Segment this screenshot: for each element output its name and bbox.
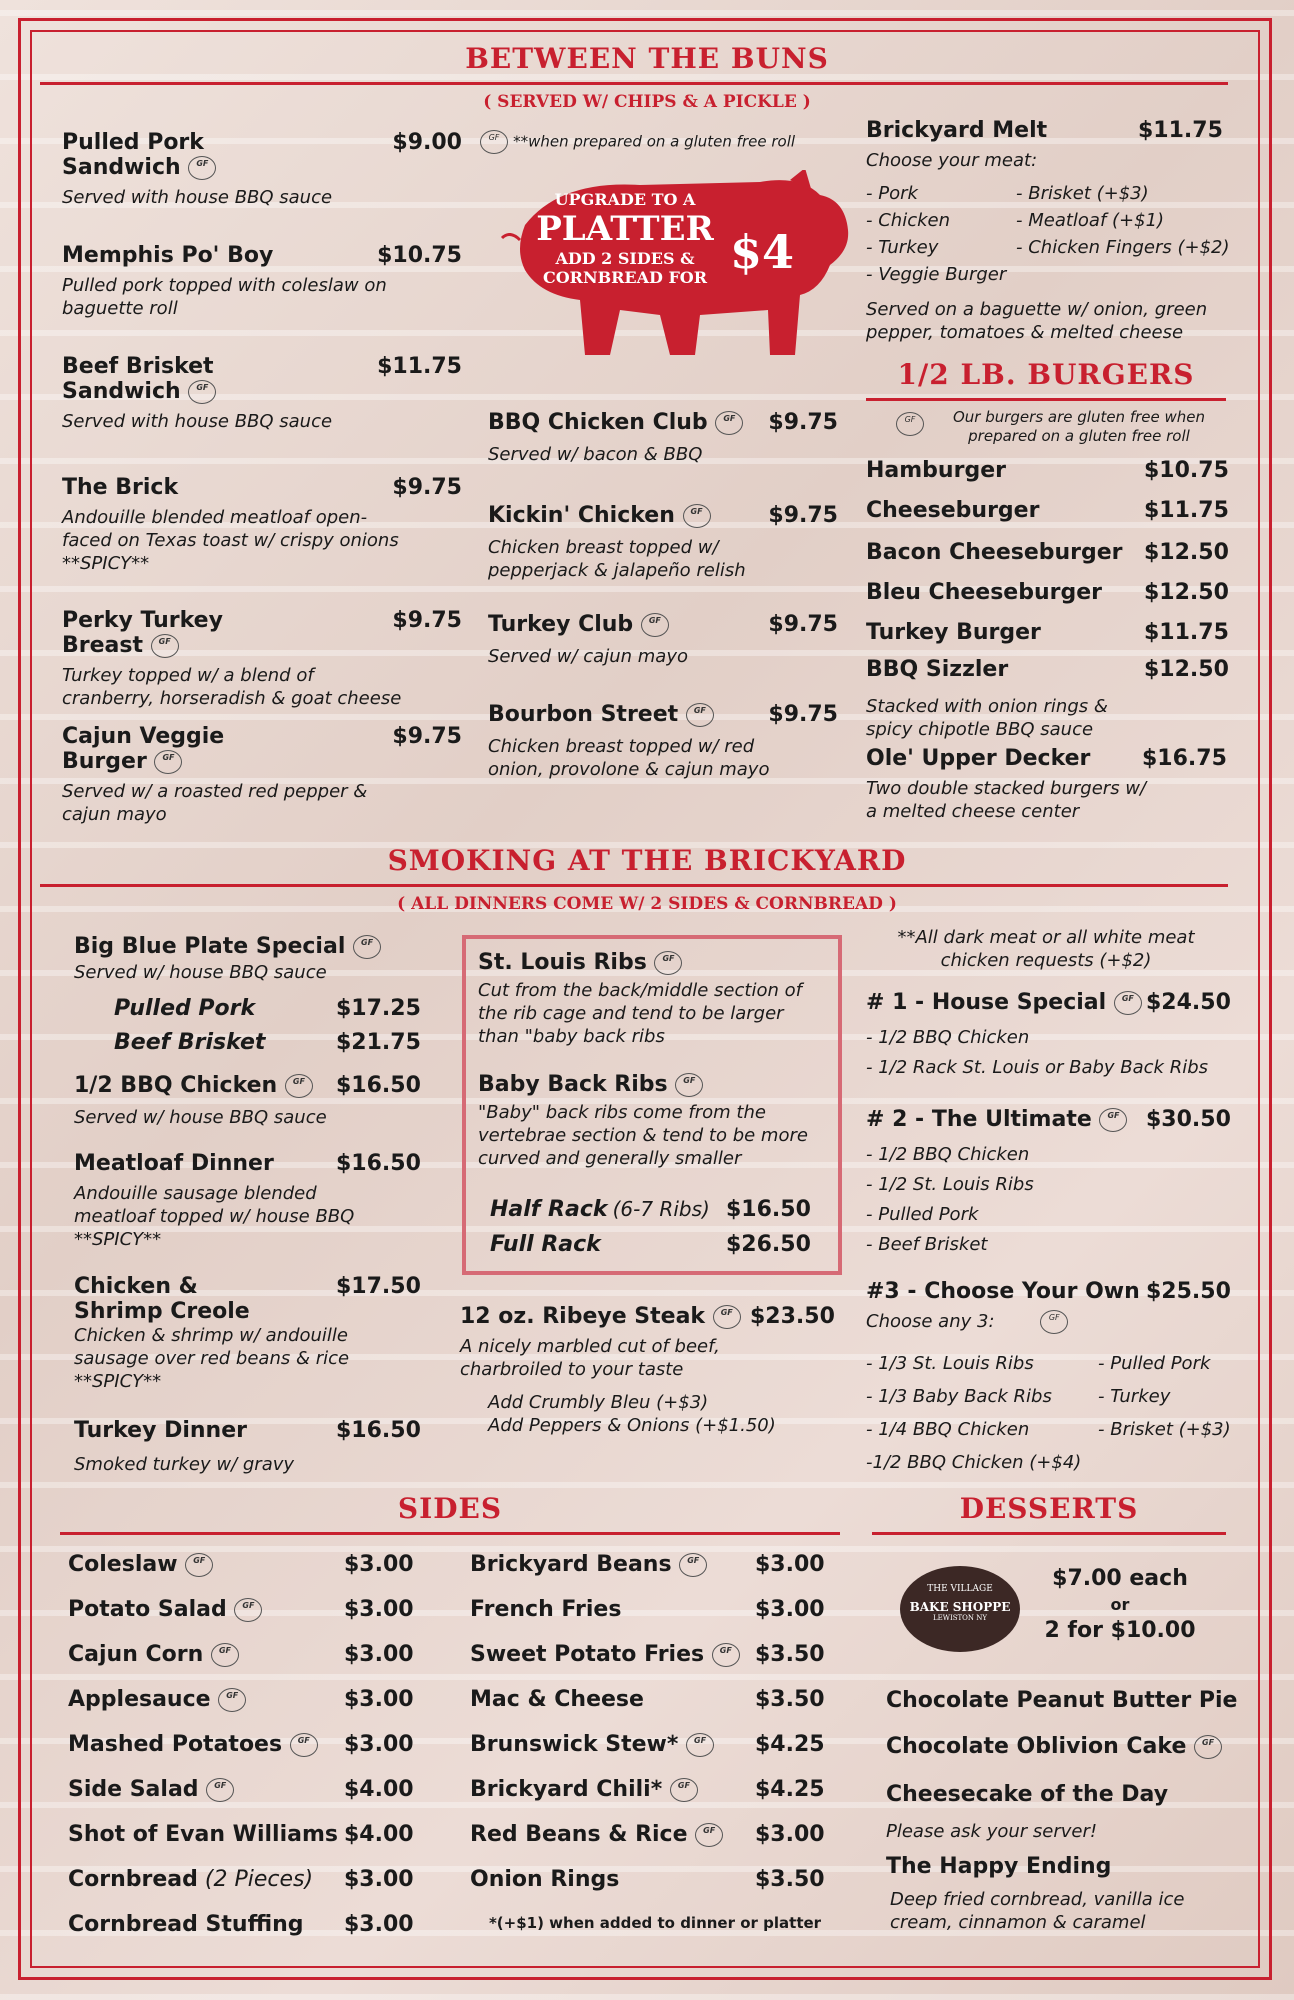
item-name: Brunswick Stew* GF	[470, 1732, 850, 1757]
dark-meat-note: **All dark meat or all white meat chicken requests (+$2)	[897, 927, 1195, 971]
burgers-note: GF Our burgers are gluten free when prepared on a gluten free roll	[896, 408, 1226, 446]
item-desc: Turkey topped w/ a blend of cranberry, horseradish & goat cheese	[62, 665, 402, 709]
burger-item	[866, 657, 1229, 682]
item-price: $12.50	[1144, 657, 1229, 682]
side-item	[68, 1687, 448, 1712]
ribeye-steak: 12 oz. Ribeye Steak GF $23.50 A nicely marbled cut of beef, charbroiled to your taste Add Crumbly Bleu (+$3) Add Peppers & Onions (+$1.50)	[460, 1304, 835, 1436]
item-name: Onion Rings	[470, 1867, 620, 1892]
item-price: $3.00	[344, 1687, 414, 1712]
full-rack: Full Rack $26.50	[490, 1232, 811, 1257]
meat-option: - Chicken Fingers (+$2)	[1016, 237, 1230, 258]
meat-option: - Turkey	[866, 237, 939, 258]
item-name: Bourbon Street GF	[488, 702, 838, 727]
gluten-free-icon: GF	[206, 1778, 234, 1802]
menu-item	[62, 608, 462, 710]
meat-option: - Pork	[866, 183, 918, 204]
gluten-free-icon: GF	[1194, 1735, 1222, 1759]
desserts-rule	[872, 1532, 1226, 1535]
dinner-line: - 1/2 BBQ Chicken	[866, 1027, 1030, 1048]
item-name: The Brick	[62, 475, 179, 500]
item-price: $4.25	[755, 1777, 825, 1802]
side-item	[68, 1777, 448, 1802]
side-item	[470, 1867, 850, 1892]
gluten-free-icon: GF	[670, 1778, 698, 1802]
baby-back-ribs: Baby Back Ribs GF "Baby" back ribs come from the vertebrae section & tend to be more curved and generally smaller	[478, 1072, 808, 1169]
item-name: Beef Brisket Sandwich GF	[62, 354, 297, 404]
item-price: $9.75	[392, 608, 462, 633]
gluten-free-icon: GF	[683, 504, 711, 528]
item-price: $3.00	[344, 1732, 414, 1757]
item-name: Cajun Corn GF	[68, 1642, 448, 1667]
item-price: $10.75	[377, 243, 462, 268]
item-name: Side Salad GF	[68, 1777, 448, 1802]
item-price: $3.50	[755, 1642, 825, 1667]
item-name: Turkey Club GF	[488, 612, 838, 637]
gluten-free-icon: GF	[290, 1733, 318, 1757]
meat-option: - Chicken	[866, 210, 950, 231]
gf-note: GF **when prepared on a gluten free roll	[480, 130, 795, 154]
item-name: Brickyard Beans GF	[470, 1552, 850, 1577]
side-item	[470, 1642, 850, 1667]
item-price: $4.00	[344, 1777, 414, 1802]
gluten-free-icon: GF	[234, 1598, 262, 1622]
st-louis-ribs: St. Louis Ribs GF Cut from the back/middle section of the rib cage and tend to be larger than "baby back ribs	[478, 950, 802, 1047]
burger-item	[866, 580, 1229, 605]
burger-item	[866, 620, 1229, 645]
gluten-free-icon: GF	[188, 156, 216, 180]
item-price: $3.00	[344, 1597, 414, 1622]
dinner-line: - 1/2 St. Louis Ribs	[866, 1174, 1034, 1195]
item-price: $3.50	[755, 1867, 825, 1892]
meat-option: - Meatloaf (+$1)	[1016, 210, 1165, 231]
menu-item	[62, 354, 462, 433]
item-name: Shot of Evan Williams	[68, 1822, 338, 1847]
gluten-free-icon: GF	[285, 1074, 313, 1098]
dessert-item: Chocolate Peanut Butter Pie	[886, 1688, 1238, 1713]
side-item	[470, 1822, 850, 1847]
item-name: French Fries	[470, 1597, 622, 1622]
choice-line: - Turkey	[1098, 1386, 1171, 1407]
gluten-free-icon: GF	[654, 951, 682, 975]
dinner-line: - 1/2 Rack St. Louis or Baby Back Ribs	[866, 1057, 1209, 1078]
side-item	[470, 1597, 850, 1622]
gluten-free-icon: GF	[695, 1823, 723, 1847]
meat-option: - Brisket (+$3)	[1016, 183, 1149, 204]
menu-item	[488, 612, 838, 668]
item-name: Bleu Cheeseburger	[866, 580, 1102, 605]
side-item	[470, 1687, 850, 1712]
gluten-free-icon: GF	[1040, 1310, 1068, 1334]
item-price: $9.75	[768, 410, 838, 435]
meat-option: - Veggie Burger	[866, 264, 1007, 285]
menu-item	[62, 243, 462, 320]
dinner-line: - Pulled Pork	[866, 1204, 979, 1225]
item-price: $9.75	[768, 702, 838, 727]
item-name: Cornbread (2 Pieces)	[68, 1867, 314, 1892]
gluten-free-icon: GF	[480, 130, 508, 154]
dinner-line: - 1/2 BBQ Chicken	[866, 1144, 1030, 1165]
item-price: $9.00	[392, 130, 462, 155]
choice-line: - Brisket (+$3)	[1098, 1419, 1231, 1440]
smoking-subtitle: ( ALL DINNERS COME W/ 2 SIDES & CORNBREAD )	[397, 894, 897, 914]
menu-item	[62, 724, 462, 826]
gluten-free-icon: GF	[675, 1073, 703, 1097]
item-price: $10.75	[1144, 458, 1229, 483]
item-price: $3.00	[755, 1597, 825, 1622]
item-desc: Served w/ cajun mayo	[488, 646, 688, 667]
side-item	[68, 1732, 448, 1757]
gluten-free-icon: GF	[686, 1733, 714, 1757]
item-name: Potato Salad GF	[68, 1597, 448, 1622]
item-name: Memphis Po' Boy	[62, 243, 274, 268]
gluten-free-icon: GF	[218, 1688, 246, 1712]
item-price: $9.75	[392, 475, 462, 500]
item-price: $9.75	[768, 503, 838, 528]
item-name: Red Beans & Rice GF	[470, 1822, 850, 1847]
choice-line: - 1/4 BBQ Chicken	[866, 1419, 1030, 1440]
menu-item	[488, 410, 838, 466]
gluten-free-icon: GF	[353, 935, 381, 959]
choice-line: - 1/3 St. Louis Ribs	[866, 1353, 1034, 1374]
item-name: Sweet Potato Fries GF	[470, 1642, 850, 1667]
side-item	[68, 1912, 448, 1937]
buns-subtitle: ( SERVED W/ CHIPS & A PICKLE )	[483, 92, 811, 112]
gluten-free-icon: GF	[679, 1553, 707, 1577]
item-price: $11.75	[377, 354, 462, 379]
side-item	[68, 1597, 448, 1622]
burger-item	[866, 498, 1229, 523]
item-price: $12.50	[1144, 580, 1229, 605]
gluten-free-icon: GF	[211, 1643, 239, 1667]
gluten-free-icon: GF	[896, 412, 924, 436]
item-name: Kickin' Chicken GF	[488, 503, 838, 528]
item-name: Brickyard Chili* GF	[470, 1777, 850, 1802]
item-desc: Pulled pork topped with coleslaw on baguette roll	[62, 275, 387, 319]
item-price: $3.00	[344, 1867, 414, 1892]
big-blue-plate: Big Blue Plate Special GF Served w/ house BBQ sauce Pulled Pork $17.25 Beef Brisket $21.75	[74, 934, 421, 1055]
gluten-free-icon: GF	[151, 634, 179, 658]
side-item	[470, 1552, 850, 1577]
choose-your-own: #3 - Choose Your Own $25.50 Choose any 3: GF - 1/3 St. Louis Ribs - 1/3 Baby Back Ribs - 1/4 BBQ Chicken -1/2 BBQ Chicken (+$4) - Pulled Pork - Turkey - Brisket (+$3)	[866, 1279, 1226, 1334]
gluten-free-icon: GF	[713, 1305, 741, 1329]
side-item	[68, 1552, 448, 1577]
item-name: Applesauce GF	[68, 1687, 448, 1712]
desserts-title: DESSERTS	[959, 1492, 1139, 1525]
item-price: $3.00	[344, 1912, 414, 1937]
item-desc: Served with house BBQ sauce	[62, 411, 333, 432]
item-price: $3.00	[344, 1552, 414, 1577]
choice-line: - Pulled Pork	[1098, 1353, 1211, 1374]
sizzler-desc: Stacked with onion rings & spicy chipotle BBQ sauce	[866, 696, 1108, 740]
choice-line: - 1/3 Baby Back Ribs	[866, 1386, 1052, 1407]
item-desc: Chicken breast topped w/ pepperjack & jalapeño relish	[488, 537, 746, 581]
dessert-item: Cheesecake of the Day	[886, 1782, 1169, 1807]
happy-ending: The Happy Ending	[886, 1854, 1112, 1879]
item-name: BBQ Chicken Club GF	[488, 410, 838, 435]
side-item	[470, 1732, 850, 1757]
buns-title: BETWEEN THE BUNS	[465, 42, 829, 75]
gluten-free-icon: GF	[1114, 991, 1142, 1015]
item-desc: Served w/ bacon & BBQ	[488, 444, 703, 465]
gluten-free-icon: GF	[686, 703, 714, 727]
burgers-title: 1/2 LB. BURGERS	[897, 358, 1195, 391]
platter-text: UPGRADE TO A PLATTER ADD 2 SIDES & CORNBREAD FOR	[536, 190, 714, 287]
gluten-free-icon: GF	[712, 1643, 740, 1667]
item-name: Coleslaw GF	[68, 1552, 448, 1577]
menu-item	[62, 475, 462, 575]
sides-footnote: *(+$1) when added to dinner or platter	[488, 1914, 822, 1932]
gluten-free-icon: GF	[1099, 1108, 1127, 1132]
item-price: $3.00	[755, 1552, 825, 1577]
item-price: $11.75	[1144, 620, 1229, 645]
item-price: $4.00	[344, 1822, 414, 1847]
item-desc: Served with house BBQ sauce	[62, 187, 333, 208]
meatloaf-dinner: Meatloaf Dinner $16.50 Andouille sausage blended meatloaf topped w/ house BBQ **SPICY**	[74, 1151, 421, 1250]
item-price: $11.75	[1144, 498, 1229, 523]
item-desc: Andouille blended meatloaf open-faced on Texas toast w/ crispy onions **SPICY**	[62, 507, 399, 574]
side-item	[470, 1777, 850, 1802]
menu-item	[488, 702, 838, 781]
burgers-rule	[866, 398, 1226, 401]
item-price: $9.75	[768, 612, 838, 637]
brickyard-melt: Brickyard Melt $11.75 Choose your meat: - Pork - Chicken - Turkey - Veggie Burger - Brisket (+$3) - Meatloaf (+$1) - Chicken Fingers (+$2) Served on a baguette w/ onion, green pepper, tomatoes & melted cheese	[866, 118, 1226, 172]
item-name: Turkey Burger	[866, 620, 1041, 645]
side-item	[68, 1822, 448, 1847]
item-price: $4.25	[755, 1732, 825, 1757]
smoking-title: SMOKING AT THE BRICKYARD	[387, 844, 907, 877]
item-extra: (2 Pieces)	[197, 1867, 314, 1892]
item-name: Perky Turkey Breast GF	[62, 608, 223, 658]
gluten-free-icon: GF	[641, 613, 669, 637]
gluten-free-icon: GF	[188, 380, 216, 404]
bake-shoppe-logo: THE VILLAGE BAKE SHOPPE LEWISTON NY	[900, 1566, 1020, 1652]
dessert-pricing: $7.00 each or 2 for $10.00	[1044, 1566, 1196, 1643]
platter-price: $4	[730, 225, 795, 279]
ask-server: Please ask your server!	[886, 1821, 1098, 1842]
item-desc: Chicken breast topped w/ red onion, provolone & cajun mayo	[488, 736, 770, 780]
sides-title: SIDES	[397, 1492, 503, 1525]
menu-item	[62, 130, 462, 209]
the-ultimate: # 2 - The Ultimate GF $30.50 - 1/2 BBQ Chicken - 1/2 St. Louis Ribs - Pulled Pork - Beef Brisket	[866, 1107, 1226, 1260]
upper-decker: Ole' Upper Decker $16.75 Two double stacked burgers w/ a melted cheese center	[866, 746, 1227, 822]
choice-line: -1/2 BBQ Chicken (+$4)	[866, 1452, 1082, 1473]
gluten-free-icon: GF	[715, 411, 743, 435]
item-name: Cornbread Stuffing	[68, 1912, 304, 1937]
item-name: Mac & Cheese	[470, 1687, 644, 1712]
item-name: BBQ Sizzler	[866, 657, 1009, 682]
burger-item	[866, 458, 1229, 483]
turkey-dinner: Turkey Dinner $16.50 Smoked turkey w/ gravy	[74, 1418, 421, 1475]
half-bbq-chicken: 1/2 BBQ Chicken GF $16.50 Served w/ house BBQ sauce	[74, 1073, 421, 1128]
side-item	[68, 1867, 448, 1892]
house-special: # 1 - House Special GF $24.50 - 1/2 BBQ Chicken - 1/2 Rack St. Louis or Baby Back Ribs	[866, 990, 1226, 1083]
item-price: $9.75	[392, 724, 462, 749]
item-name: Bacon Cheeseburger	[866, 540, 1123, 565]
dinner-line: - Beef Brisket	[866, 1234, 988, 1255]
item-name: Pulled Pork Sandwich GF	[62, 130, 297, 180]
burger-item	[866, 540, 1229, 565]
item-name: Cajun Veggie Burger GF	[62, 724, 225, 774]
dessert-item: Chocolate Oblivion Cake GF	[886, 1734, 1222, 1759]
smoking-rule	[40, 884, 1228, 887]
item-name: Cheeseburger	[866, 498, 1040, 523]
chicken-shrimp-creole: Chicken & Shrimp Creole $17.50 Chicken & shrimp w/ andouille sausage over red beans & rice **SPICY**	[74, 1274, 421, 1392]
buns-rule	[40, 82, 1228, 85]
item-name: Mashed Potatoes GF	[68, 1732, 448, 1757]
item-name: Hamburger	[866, 458, 1006, 483]
side-item	[68, 1642, 448, 1667]
gluten-free-icon: GF	[185, 1553, 213, 1577]
item-price: $3.00	[755, 1822, 825, 1847]
half-rack: Half Rack (6-7 Ribs) $16.50	[490, 1197, 811, 1222]
sides-rule	[60, 1532, 840, 1535]
item-price: $3.00	[344, 1642, 414, 1667]
item-desc: Served w/ a roasted red pepper & cajun mayo	[62, 781, 368, 825]
menu-item	[488, 503, 838, 582]
item-price: $3.50	[755, 1687, 825, 1712]
item-price: $12.50	[1144, 540, 1229, 565]
happy-ending-desc: Deep fried cornbread, vanilla ice cream, cinnamon & caramel	[890, 1889, 1185, 1933]
gluten-free-icon: GF	[154, 750, 182, 774]
